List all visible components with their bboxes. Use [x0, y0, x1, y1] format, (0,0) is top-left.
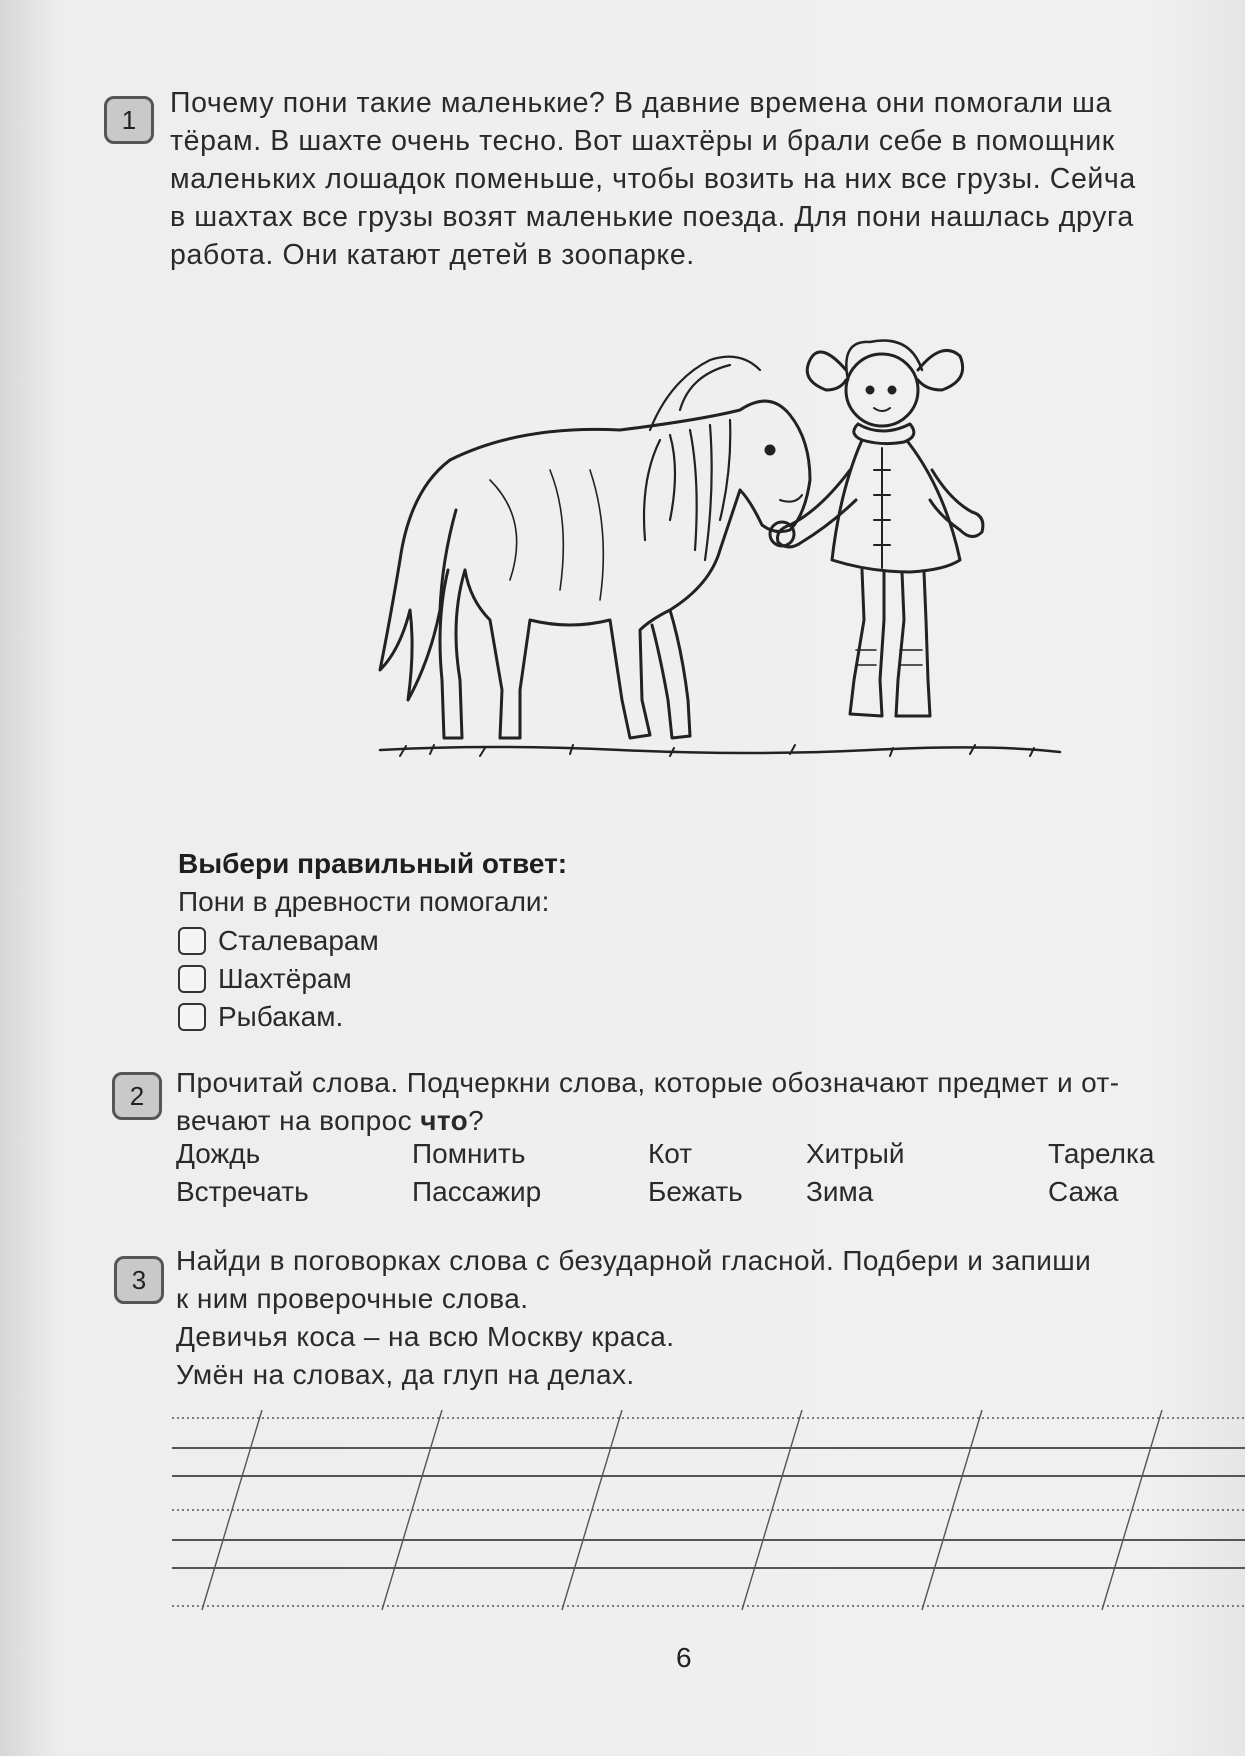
text-line: работа. Они катают детей в зоопарке. [170, 239, 695, 271]
word[interactable]: Хитрый [806, 1138, 905, 1169]
checkbox[interactable] [178, 1003, 206, 1031]
text-segment: вечают на вопрос [176, 1105, 421, 1136]
task-1-number-badge: 1 [104, 96, 154, 144]
word[interactable]: Дождь [176, 1138, 261, 1169]
answer-option-1[interactable] [178, 924, 379, 958]
word[interactable]: Зима [806, 1176, 874, 1207]
word[interactable]: Пассажир [412, 1176, 542, 1207]
task-3-text [176, 1242, 1091, 1394]
word[interactable]: Тарелка [1048, 1138, 1155, 1169]
word[interactable]: Бежать [648, 1176, 743, 1207]
text-line [176, 1102, 1119, 1140]
text-line: к ним проверочные слова. [176, 1283, 529, 1314]
checkbox[interactable] [178, 965, 206, 993]
task-1-text [170, 84, 1136, 274]
text-line: Умён на словах, да глуп на делах. [176, 1359, 635, 1390]
text-segment: ? [468, 1105, 485, 1136]
answer-option-2[interactable] [178, 962, 352, 996]
text-line: в шахтах все грузы возят маленькие поезда. Для пони нашлась друга [170, 201, 1134, 233]
writing-lines[interactable] [172, 1410, 1245, 1620]
text-line: Девичья коса – на всю Москву краса. [176, 1321, 675, 1352]
text-line: тёрам. В шахте очень тесно. Вот шахтёры и брали себе в помощник [170, 125, 1115, 157]
question-heading: Выбери правильный ответ: [178, 848, 568, 879]
option-label: Рыбакам. [218, 1001, 344, 1032]
text-line: Прочитай слова. Подчеркни слова, которые обозначают предмет и от- [176, 1067, 1120, 1098]
word-row-2 [176, 1176, 1216, 1214]
option-label: Сталеварам [218, 925, 379, 956]
bold-word: что [420, 1105, 469, 1136]
word[interactable]: Помнить [412, 1138, 526, 1169]
text-line: Найди в поговорках слова с безударной гласной. Подбери и запиши [176, 1245, 1092, 1276]
word-grid [176, 1138, 1216, 1214]
page-number: 6 [676, 1642, 692, 1673]
task-3-number-badge: 3 [114, 1256, 164, 1304]
option-label: Шахтёрам [218, 963, 352, 994]
question-text: Пони в древности помогали: [178, 886, 550, 917]
word[interactable]: Кот [648, 1138, 693, 1169]
text-line: маленьких лошадок поменьше, чтобы возить на них все грузы. Сейча [170, 163, 1136, 195]
word[interactable]: Встречать [176, 1176, 309, 1207]
text-line: Почему пони такие маленькие? В давние времена они помогали ша [170, 87, 1112, 119]
word[interactable]: Сажа [1048, 1176, 1119, 1207]
task-2-number-badge: 2 [112, 1072, 162, 1120]
checkbox[interactable] [178, 927, 206, 955]
pony-and-girl-illustration [370, 320, 1070, 780]
word-row-1 [176, 1138, 1216, 1176]
answer-option-3[interactable] [178, 1000, 343, 1034]
task-2-text [176, 1064, 1119, 1140]
